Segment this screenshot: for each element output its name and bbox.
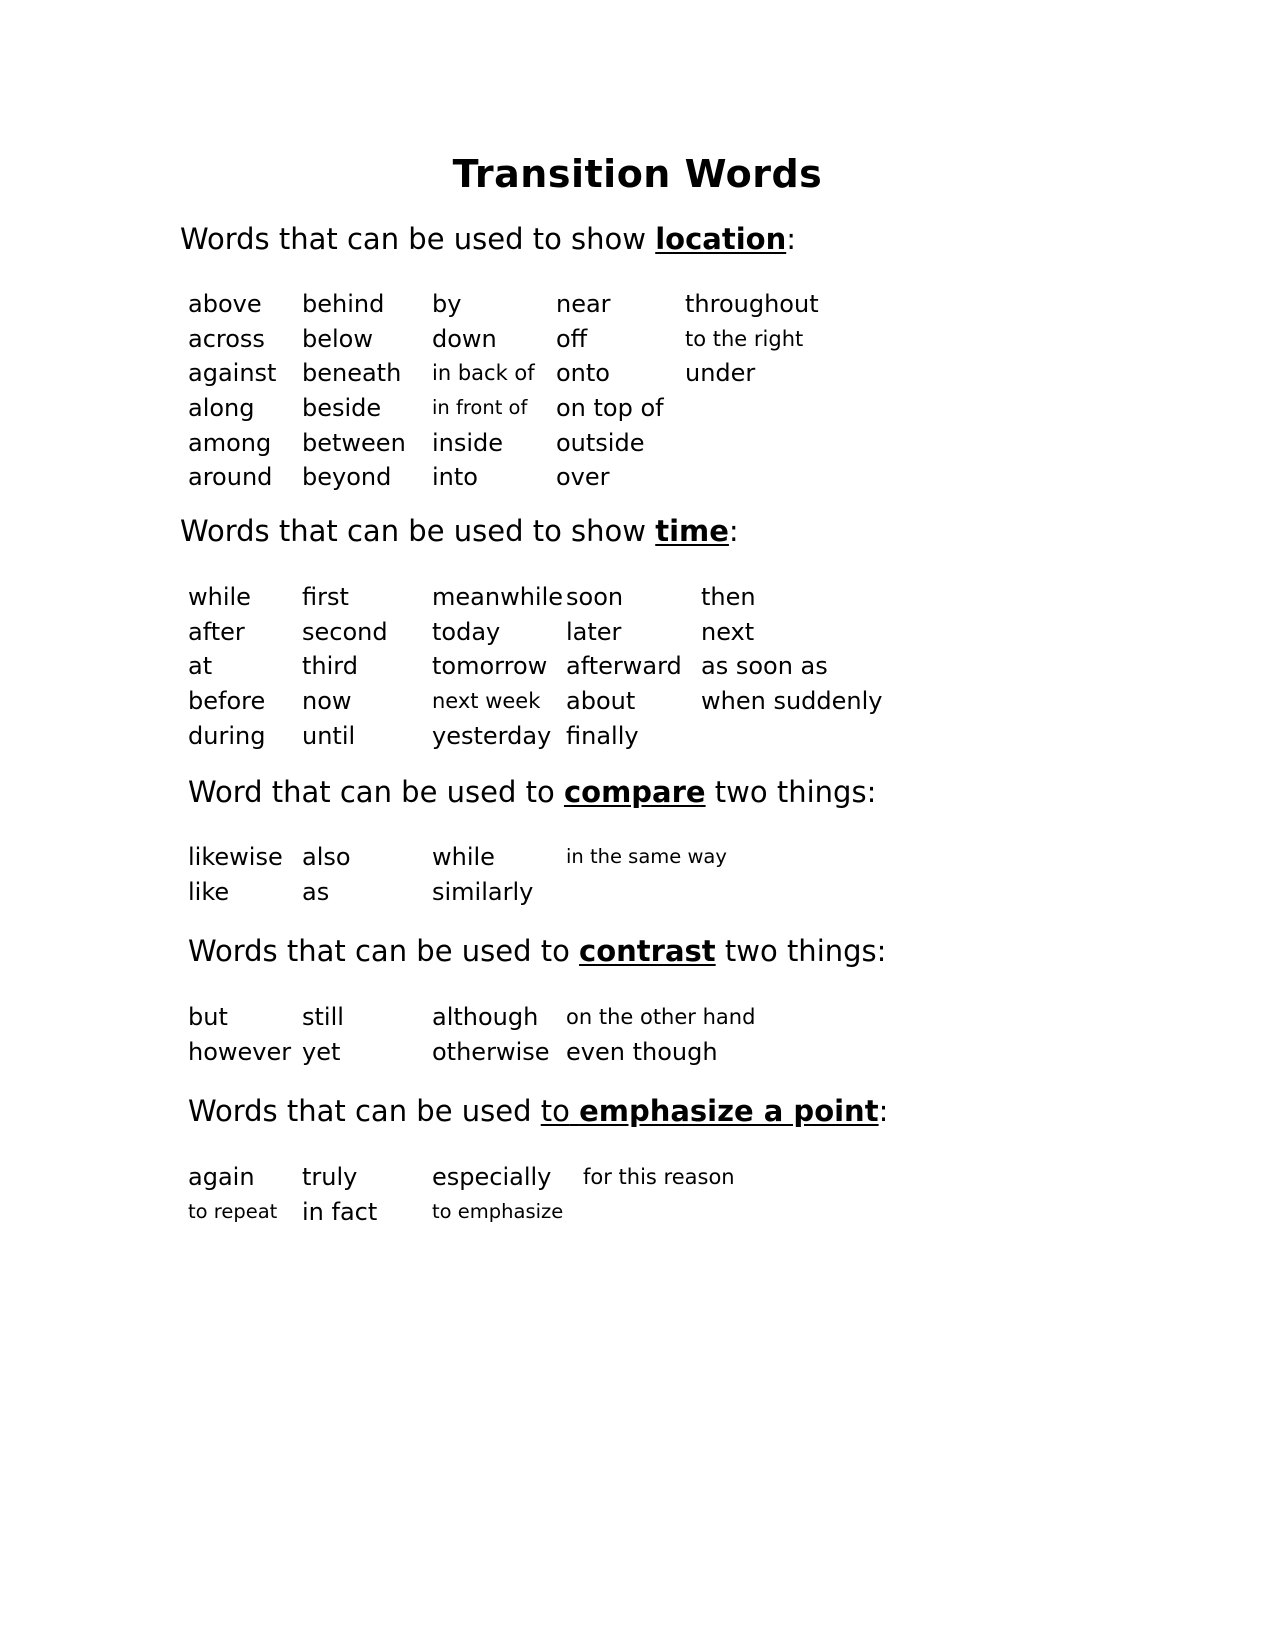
word-column (432, 1160, 563, 1229)
word-column (302, 840, 351, 909)
heading-suffix: : (878, 1094, 889, 1128)
word: across (188, 324, 265, 353)
heading-prefix: Words that can be used to show (180, 514, 656, 548)
word-column (432, 840, 533, 909)
word: as (302, 877, 330, 906)
word: although (432, 1003, 539, 1031)
heading-keyword: emphasize a point (579, 1094, 879, 1128)
word: yesterday (432, 721, 552, 750)
word: next week (432, 689, 541, 714)
section-heading-location (180, 222, 796, 256)
heading-keyword: time (655, 514, 729, 548)
word-column (432, 287, 535, 495)
word-column (188, 1160, 277, 1229)
word: below (302, 324, 373, 353)
word: then (701, 583, 756, 611)
word: truly (302, 1163, 358, 1191)
section-heading-compare (188, 775, 876, 809)
word: when suddenly (701, 687, 883, 716)
word: today (432, 617, 501, 646)
word: like (188, 877, 230, 906)
word: while (432, 843, 495, 871)
word: but (188, 1003, 228, 1031)
word: at (188, 652, 213, 681)
word-column (302, 580, 388, 753)
word-column (432, 1000, 550, 1069)
word: above (188, 290, 262, 318)
word: yet (302, 1037, 341, 1066)
word-column (701, 580, 882, 719)
word-column (566, 1000, 755, 1069)
word-column (188, 580, 265, 753)
word: to the right (685, 326, 804, 351)
word-column (566, 580, 682, 753)
word-column (302, 1160, 377, 1229)
word: otherwise (432, 1037, 550, 1066)
word: beneath (302, 359, 402, 388)
word: in the same way (566, 845, 727, 868)
word: between (302, 428, 406, 457)
word: soon (566, 583, 624, 611)
word-column (566, 840, 727, 875)
word: into (432, 463, 478, 492)
word: first (302, 583, 349, 611)
heading-keyword: contrast (579, 934, 716, 968)
word: in fact (302, 1197, 378, 1226)
section-heading-emphasize (188, 1094, 888, 1128)
page-title: Transition Words (452, 152, 823, 196)
word: to emphasize (432, 1199, 564, 1223)
heading-prefix: Word that can be used to (188, 775, 564, 809)
word: over (556, 463, 610, 492)
word-column (583, 1160, 735, 1195)
word: before (188, 687, 266, 716)
word: under (685, 359, 756, 388)
word: second (302, 617, 388, 646)
word-column (188, 287, 276, 495)
word: likewise (188, 843, 283, 871)
word-column (556, 287, 664, 495)
word-column (685, 287, 819, 391)
word: similarly (432, 877, 534, 906)
heading-suffix: : (728, 514, 739, 548)
word: even though (566, 1037, 718, 1066)
word: while (188, 583, 251, 611)
word: to repeat (188, 1199, 278, 1223)
word: down (432, 324, 497, 353)
word: also (302, 843, 351, 871)
word: onto (556, 359, 610, 388)
section-heading-time (180, 514, 739, 548)
word: now (302, 687, 352, 716)
word: tomorrow (432, 652, 548, 681)
word: especially (432, 1163, 552, 1191)
word-column (188, 1000, 291, 1069)
word: near (556, 290, 611, 318)
word: until (302, 721, 356, 750)
word: on top of (556, 394, 664, 423)
word: off (556, 324, 588, 353)
section-heading-contrast (188, 934, 886, 968)
word: third (302, 652, 358, 681)
word-column (188, 840, 283, 909)
word: as soon as (701, 652, 828, 681)
word: among (188, 428, 272, 457)
heading-keyword: compare (563, 775, 706, 809)
heading-to: to (540, 1094, 570, 1128)
word: next (701, 617, 755, 646)
word: again (188, 1163, 255, 1191)
word: later (566, 617, 622, 646)
word: for this reason (583, 1165, 735, 1189)
heading-keyword: location (655, 222, 787, 256)
word: inside (432, 428, 504, 457)
word: on the other hand (566, 1005, 756, 1029)
word: after (188, 617, 245, 646)
word: about (566, 687, 636, 716)
word: around (188, 463, 273, 492)
heading-prefix: Words that can be used to (188, 934, 580, 968)
word: behind (302, 290, 385, 318)
word-column (302, 287, 406, 495)
word: against (188, 359, 277, 388)
word: in back of (432, 361, 535, 386)
word-column (302, 1000, 344, 1069)
word: finally (566, 721, 639, 750)
heading-prefix: Words that can be used (188, 1094, 541, 1128)
heading-suffix: two things: (715, 934, 887, 968)
word: beyond (302, 463, 392, 492)
word: throughout (685, 290, 819, 318)
word: during (188, 721, 266, 750)
heading-prefix: Words that can be used to show (180, 222, 656, 256)
word: still (302, 1003, 344, 1031)
heading-suffix: : (786, 222, 796, 256)
heading-suffix: two things: (705, 775, 877, 809)
word: meanwhile (432, 583, 564, 611)
word: beside (302, 394, 382, 423)
word-column (432, 580, 563, 753)
word: along (188, 394, 255, 423)
word: afterward (566, 652, 682, 681)
word: by (432, 290, 462, 318)
word: however (188, 1037, 292, 1066)
word: outside (556, 428, 645, 457)
word: in front of (432, 396, 528, 420)
